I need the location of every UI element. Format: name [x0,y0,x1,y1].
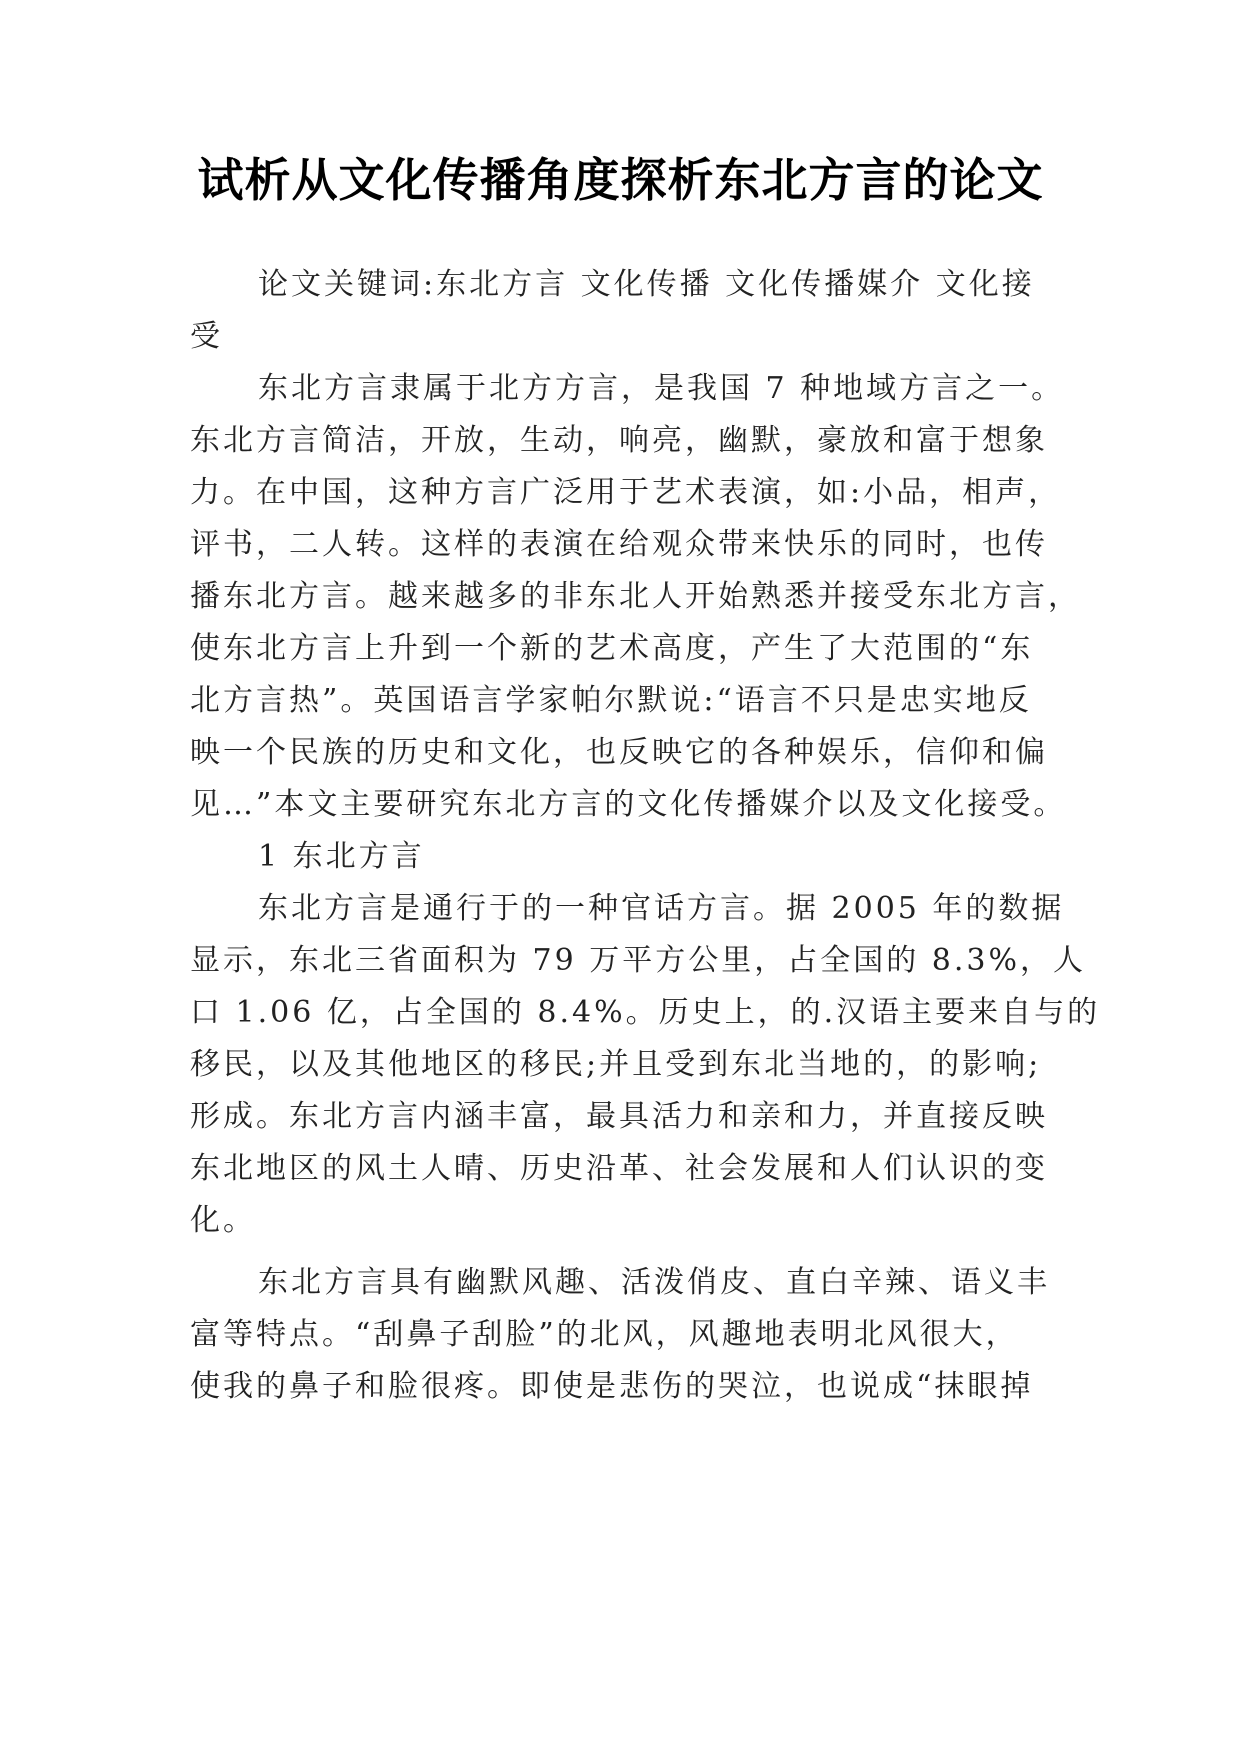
section-heading: 1 东北方言 [258,839,425,874]
paragraph-line: 显示，东北三省面积为 79 万平方公里，占全国的 8.3%，人 [190,943,1086,978]
paragraph-line: 力。在中国，这种方言广泛用于艺术表演，如:小品，相声， [190,475,1062,510]
paragraph-line: 使东北方言上升到一个新的艺术高度，产生了大范围的“东 [190,631,1034,666]
paragraph-line: 见…”本文主要研究东北方言的文化传播媒介以及文化接受。 [190,787,1067,822]
paragraph-line: 北方言热”。英国语言学家帕尔默说:“语言不只是忠实地反 [190,683,1032,718]
document-title: 试析从文化传播角度探析东北方言的论文 [197,153,1044,207]
paragraph-line: 东北方言隶属于北方方言，是我国 7 种地域方言之一。 [258,371,1065,406]
paragraph-line: 口 1.06 亿，占全国的 8.4%。历史上，的.汉语主要来自与的 [190,995,1101,1030]
paragraph-line: 东北方言简洁，开放，生动，响亮，幽默，豪放和富于想象 [190,423,1048,458]
paragraph-line: 使我的鼻子和脸很疼。即使是悲伤的哭泣，也说成“抹眼掉 [190,1369,1034,1404]
paragraph-line: 化。 [190,1203,256,1238]
paragraph-line: 东北方言具有幽默风趣、活泼俏皮、直白辛辣、语义丰 [258,1265,1050,1300]
keywords-line-2: 受 [190,319,223,354]
paragraph-line: 评书，二人转。这样的表演在给观众带来快乐的同时，也传 [190,527,1048,562]
paragraph-line: 东北方言是通行于的一种官话方言。据 2005 年的数据 [258,891,1065,926]
keywords-line-1: 论文关键词:东北方言 文化传播 文化传播媒介 文化接 [258,267,1035,302]
paragraph-line: 播东北方言。越来越多的非东北人开始熟悉并接受东北方言， [190,579,1081,614]
paragraph-line: 富等特点。“刮鼻子刮脸”的北风，风趣地表明北风很大， [190,1317,1019,1352]
paragraph-line: 东北地区的风土人晴、历史沿革、社会发展和人们认识的变 [190,1151,1048,1186]
paragraph-line: 映一个民族的历史和文化，也反映它的各种娱乐，信仰和偏 [190,735,1048,770]
paragraph-line: 移民，以及其他地区的移民;并且受到东北当地的，的影响; [190,1047,1042,1082]
paragraph-line: 形成。东北方言内涵丰富，最具活力和亲和力，并直接反映 [190,1099,1048,1134]
